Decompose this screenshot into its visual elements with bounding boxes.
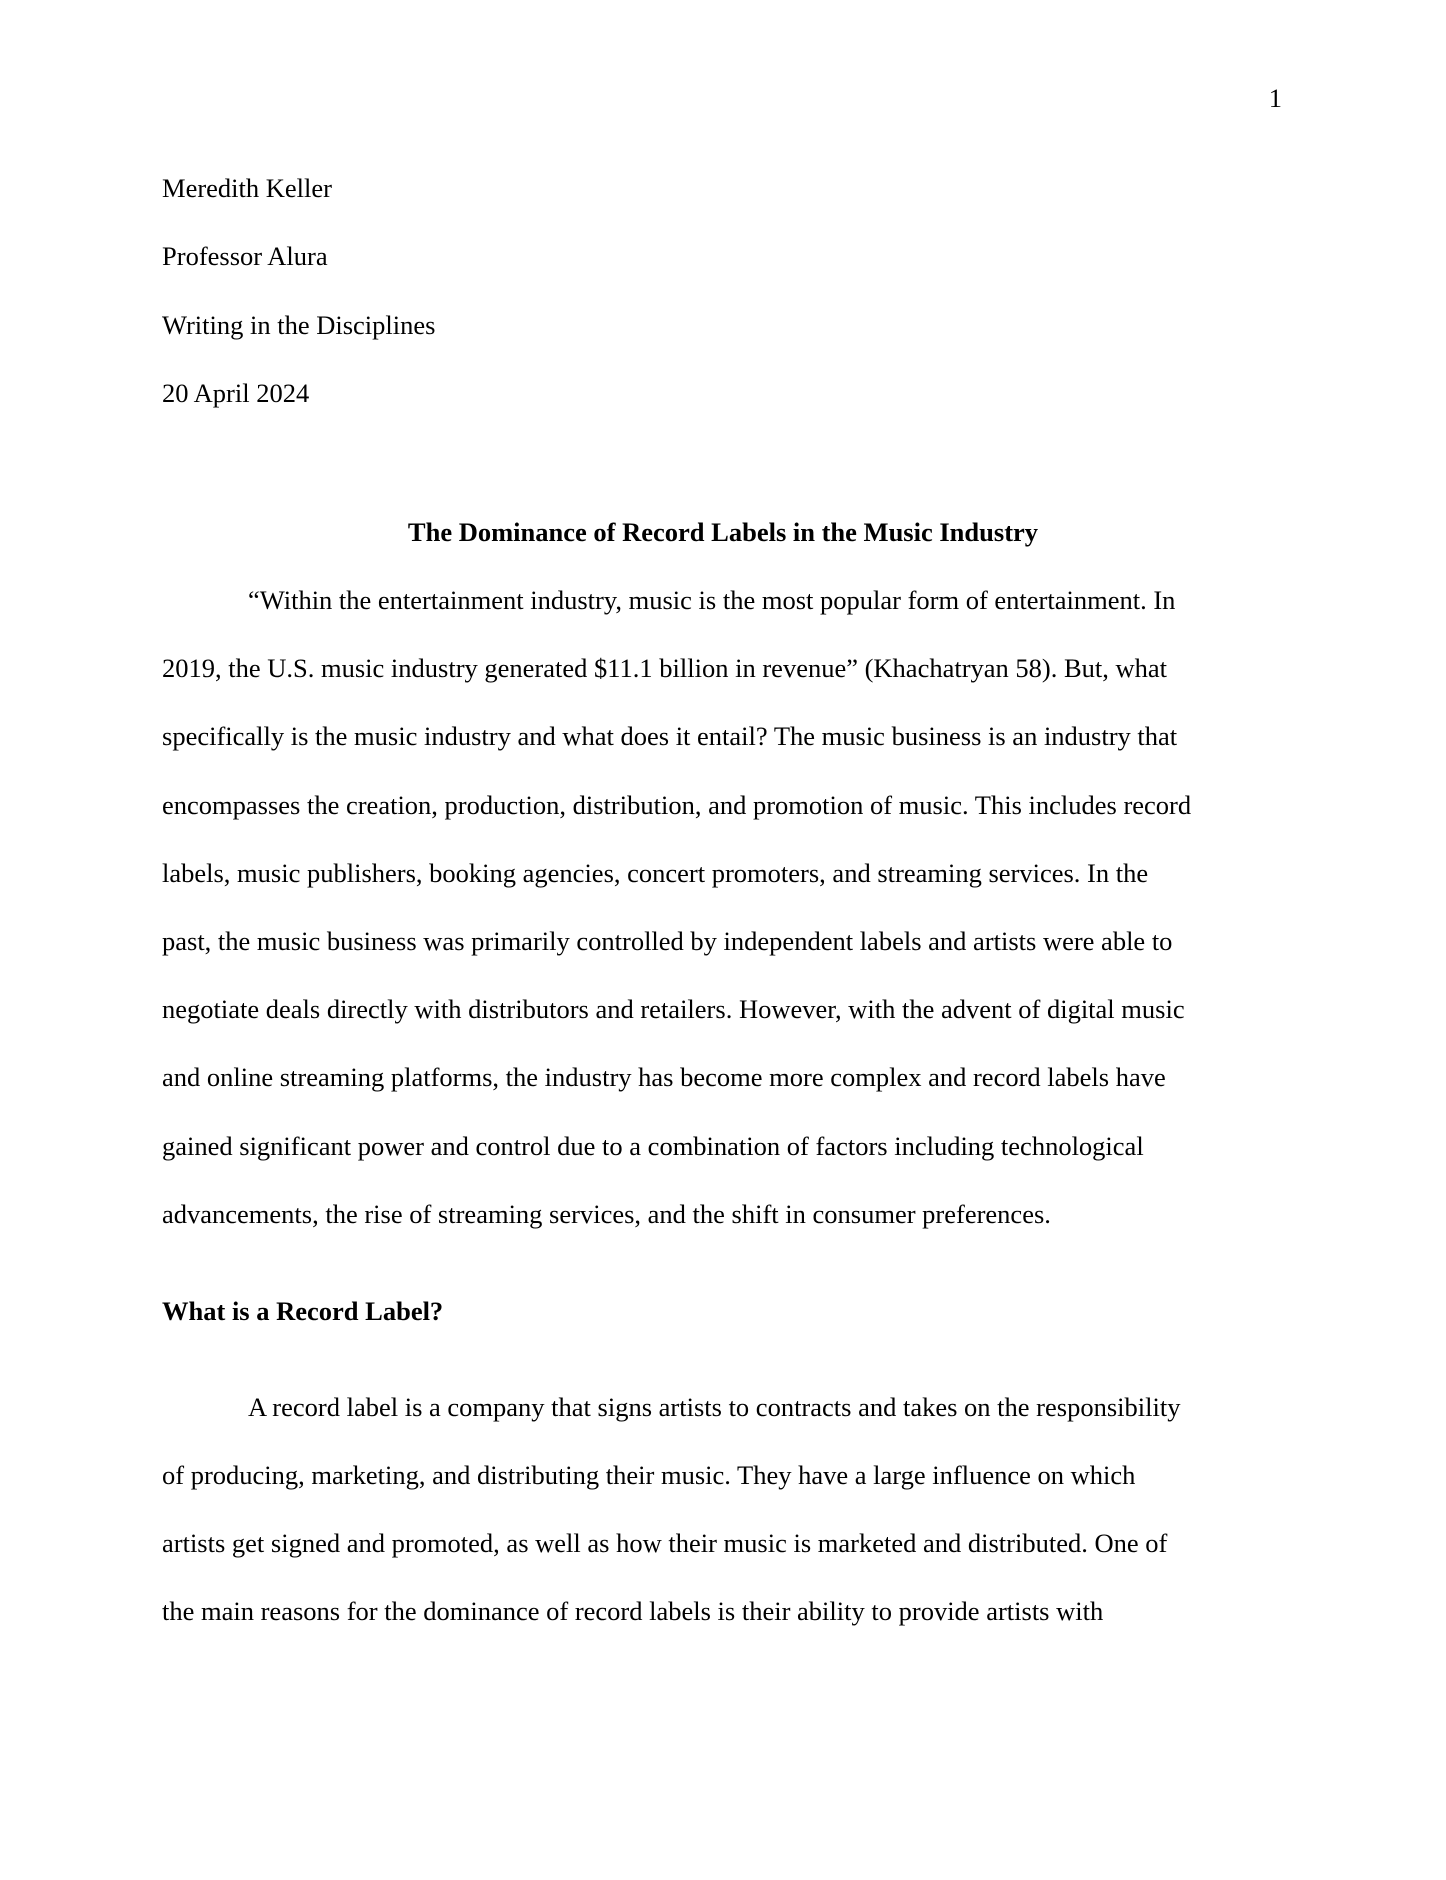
paragraph-line: past, the music business was primarily controlled by independent labels and artists were able to xyxy=(162,926,1173,956)
section-heading: What is a Record Label? xyxy=(162,1296,444,1326)
paragraph-line: specifically is the music industry and what does it entail? The music business is an industry that xyxy=(162,721,1178,751)
date: 20 April 2024 xyxy=(162,378,310,408)
paper-title: The Dominance of Record Labels in the Music Industry xyxy=(407,517,1039,547)
paragraph-line: encompasses the creation, production, distribution, and promotion of music. This includes record xyxy=(162,790,1192,820)
page-number: 1 xyxy=(1268,83,1282,113)
paragraph-line: the main reasons for the dominance of record labels is their ability to provide artists with xyxy=(162,1596,1104,1626)
paragraph-line: artists get signed and promoted, as well as how their music is marketed and distributed. One of xyxy=(162,1528,1168,1558)
paragraph-line: “Within the entertainment industry, music is the most popular form of entertainment. In xyxy=(248,585,1176,615)
paragraph-line: labels, music publishers, booking agencies, concert promoters, and streaming services. In the xyxy=(162,858,1149,888)
instructor-name: Professor Alura xyxy=(162,241,328,271)
course-name: Writing in the Disciplines xyxy=(162,310,436,340)
paragraph-line: A record label is a company that signs artists to contracts and takes on the responsibility xyxy=(248,1392,1181,1422)
paragraph-line: negotiate deals directly with distributors and retailers. However, with the advent of digital music xyxy=(162,994,1185,1024)
paragraph-line: 2019, the U.S. music industry generated $11.1 billion in revenue” (Khachatryan 58). But, what xyxy=(162,653,1168,683)
author-name: Meredith Keller xyxy=(162,173,332,203)
paragraph-line: gained significant power and control due to a combination of factors including technological xyxy=(162,1131,1144,1161)
paragraph-line: of producing, marketing, and distributing their music. They have a large influence on which xyxy=(162,1460,1136,1490)
paragraph-line: advancements, the rise of streaming services, and the shift in consumer preferences. xyxy=(162,1199,1051,1229)
paragraph-line: and online streaming platforms, the industry has become more complex and record labels have xyxy=(162,1062,1166,1092)
